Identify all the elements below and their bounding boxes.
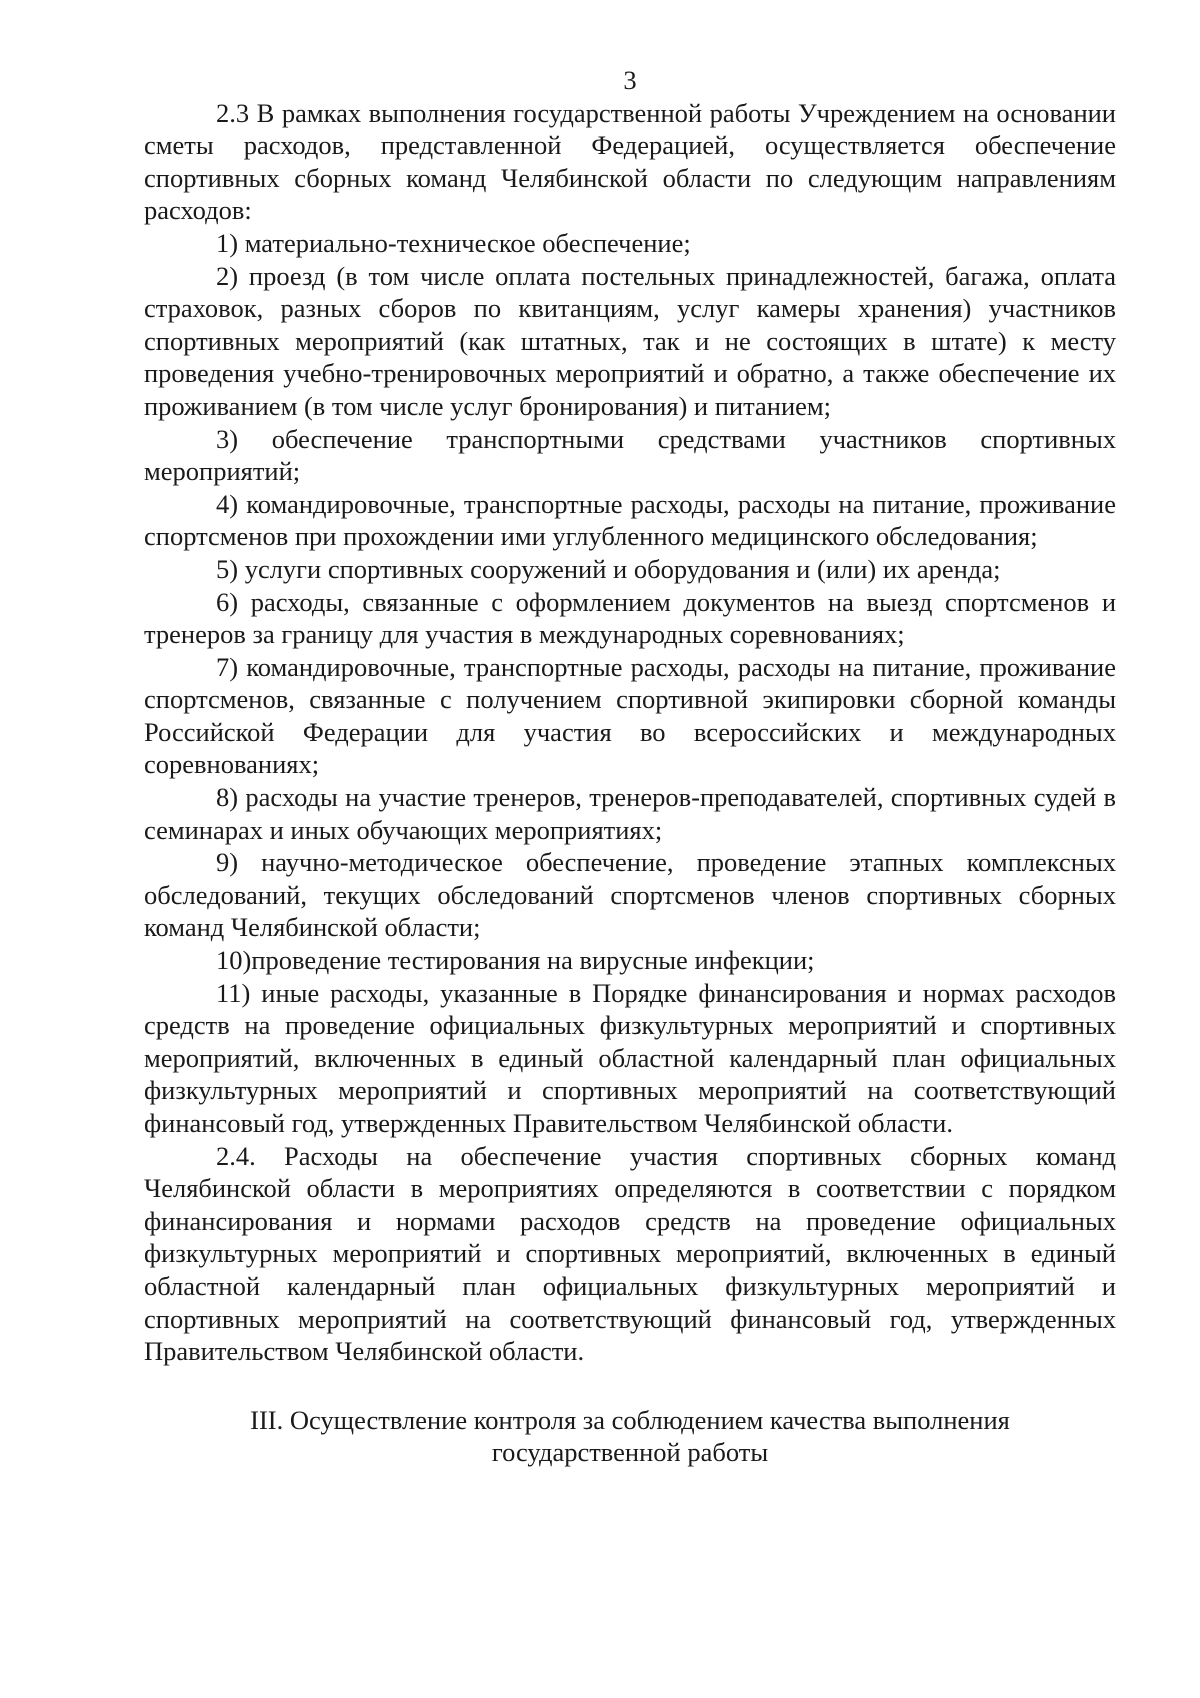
section-heading-line-2: государственной работы <box>491 1436 769 1467</box>
document-page <box>144 64 1116 1468</box>
list-item-8: 8) расходы на участие тренеров, тренеров-преподавателей, спортивных судей в семинарах и иных обучающих мероприятиях; <box>144 782 1116 845</box>
list-item-10: 10)проведение тестирования на вирусные инфекции; <box>216 945 815 976</box>
section-heading <box>144 1404 1116 1468</box>
list-item-2: 2) проезд (в том числе оплата постельных принадлежностей, багажа, оплата страховок, разных сборов по квитанциям, услуг камеры хранения) участников спортивных мероприятий (как штатных, так и не состоящих в штате) к месту проведения учебно-тренировочных мероприятий и обратно, а также обеспечение их проживанием (в том числе услуг бронирования) и питанием; <box>144 260 1116 421</box>
paragraph-2-3: 2.3 В рамках выполнения государственной работы Учреждением на основании сметы расходов, представленной Федерацией, осуществляется обеспечение спортивных сборных команд Челябинской области по следующим направлениям расходов: <box>144 97 1116 226</box>
list-item-7: 7) командировочные, транспортные расходы, расходы на питание, проживание спортсменов, связанные с получением спортивной экипировки сборной команды Российской Федерации для участия во всероссийских и международных соревнованиях; <box>144 651 1116 780</box>
list-item-11: 11) иные расходы, указанные в Порядке финансирования и нормах расходов средств на проведение официальных физкультурных мероприятий и спортивных мероприятий, включенных в единый областной календарный план официальных физкультурных мероприятий и спортивных мероприятий на соответствующий финансовый год, утвержденных Правительством Челябинской области. <box>144 977 1116 1138</box>
paragraph-2-4: 2.4. Расходы на обеспечение участия спортивных сборных команд Челябинской области в мероприятиях определяются в соответствии с порядком финансирования и нормами расходов средств на проведение официальных физкультурных мероприятий и спортивных мероприятий, включенных в единый областной календарный план официальных физкультурных мероприятий и спортивных мероприятий на соответствующий финансовый год, утвержденных Правительством Челябинской области. <box>144 1140 1116 1367</box>
list-item-1: 1) материально-техническое обеспечение; <box>216 227 691 258</box>
list-item-6: 6) расходы, связанные с оформлением документов на выезд спортсменов и тренеров за границу для участия в международных соревнованиях; <box>144 586 1116 650</box>
list-item-4: 4) командировочные, транспортные расходы, расходы на питание, проживание спортсменов при прохождении ими углубленного медицинского обследования; <box>144 488 1116 552</box>
list-item-3: 3) обеспечение транспортными средствами участников спортивных мероприятий; <box>144 423 1116 487</box>
page-number: 3 <box>623 65 637 95</box>
list-item-5: 5) услуги спортивных сооружений и оборудования и (или) их аренда; <box>216 553 1001 584</box>
section-heading-line-1: III. Осуществление контроля за соблюдением качества выполнения <box>250 1404 1010 1435</box>
list-item-9: 9) научно-методическое обеспечение, проведение этапных комплексных обследований, текущих обследований спортсменов членов спортивных сборных команд Челябинской области; <box>144 847 1116 943</box>
